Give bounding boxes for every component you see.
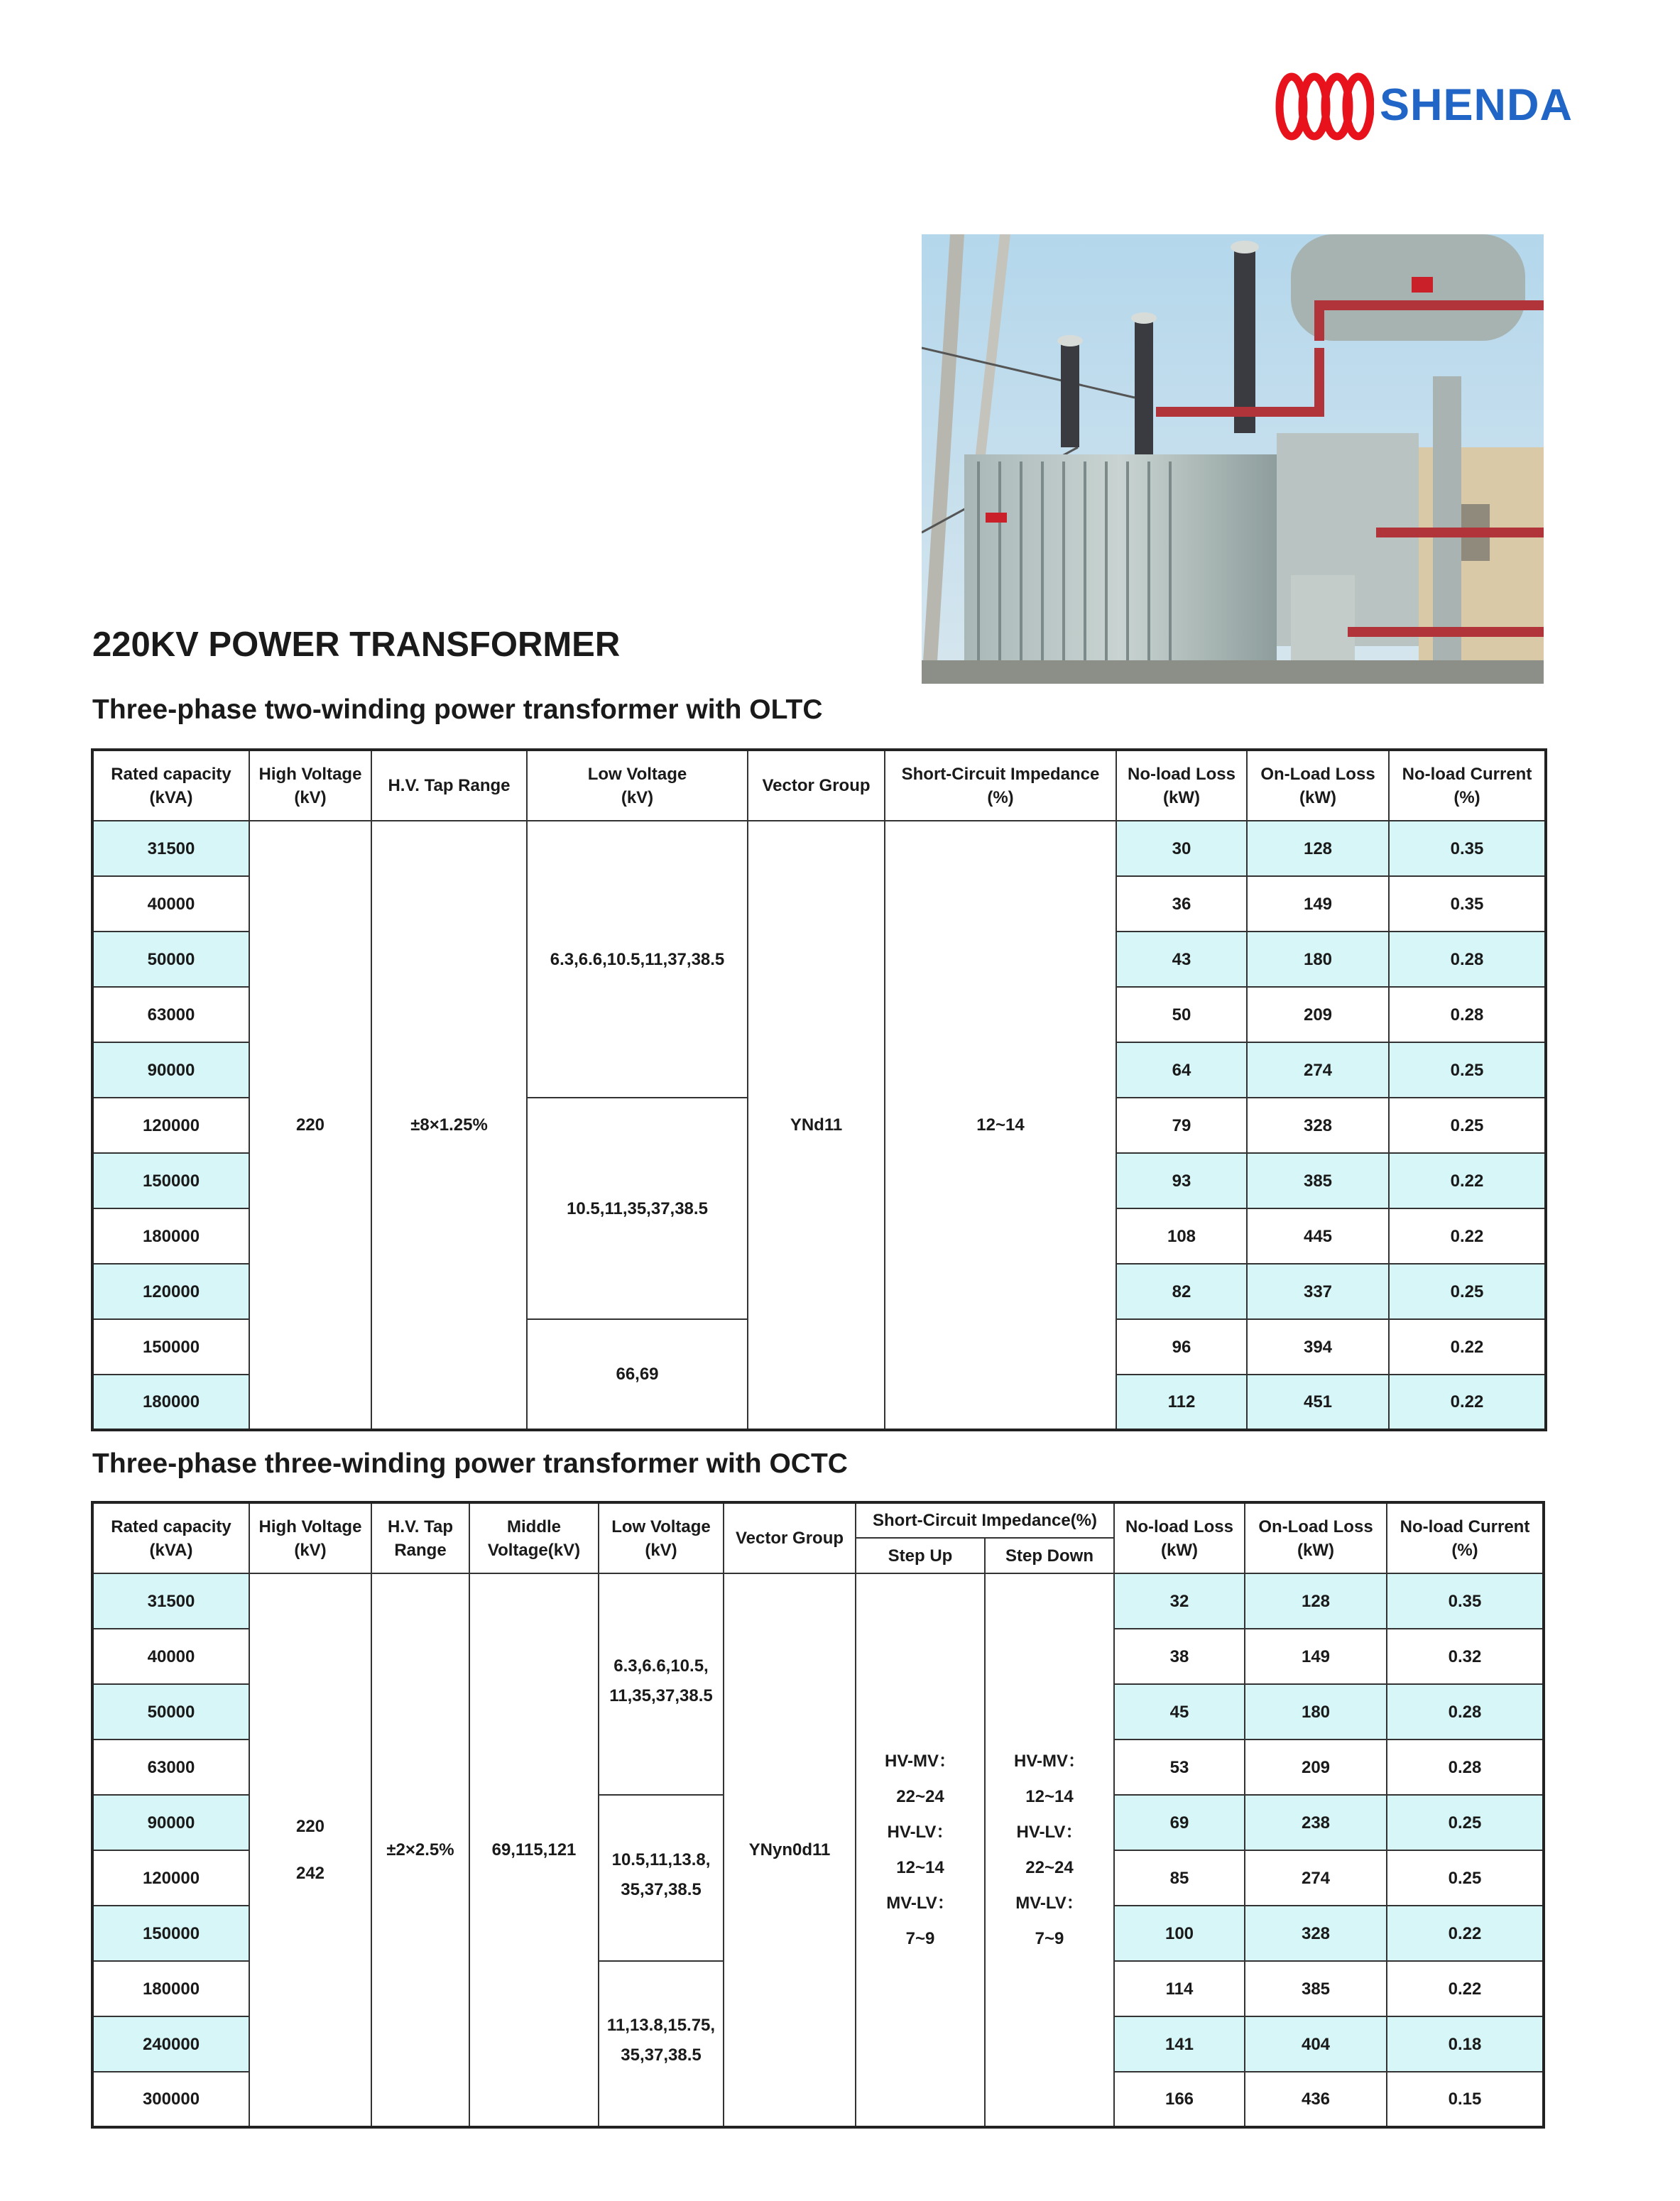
tap-cell: ±8×1.25% <box>371 821 527 1430</box>
capacity-cell: 180000 <box>92 1208 249 1264</box>
noload-current-cell: 0.25 <box>1387 1850 1544 1906</box>
capacity-cell: 120000 <box>92 1264 249 1319</box>
header-noload-loss: No-load Loss (kW) <box>1116 750 1247 821</box>
header-noload-current: No-load Current (%) <box>1387 1502 1544 1573</box>
onload-loss-cell: 180 <box>1247 932 1389 987</box>
header-step-up: Step Up <box>856 1538 985 1573</box>
noload-current-cell: 0.28 <box>1387 1684 1544 1740</box>
capacity-cell: 31500 <box>92 821 249 876</box>
tap-cell: ±2×2.5% <box>371 1573 469 2127</box>
table1-subtitle: Three-phase two-winding power transformer with OLTC <box>92 694 823 725</box>
header-onload-loss: On-Load Loss (kW) <box>1247 750 1389 821</box>
noload-current-cell: 0.25 <box>1389 1098 1546 1153</box>
capacity-cell: 40000 <box>92 876 249 932</box>
brand-name: SHENDA <box>1380 80 1573 130</box>
noload-current-cell: 0.28 <box>1389 987 1546 1042</box>
onload-loss-cell: 445 <box>1247 1208 1389 1264</box>
onload-loss-cell: 128 <box>1247 821 1389 876</box>
onload-loss-cell: 328 <box>1247 1098 1389 1153</box>
header-low-voltage: Low Voltage (kV) <box>527 750 748 821</box>
noload-current-cell: 0.22 <box>1389 1208 1546 1264</box>
header-low-voltage: Low Voltage (kV) <box>599 1502 724 1573</box>
capacity-cell: 120000 <box>92 1850 249 1906</box>
capacity-cell: 150000 <box>92 1319 249 1375</box>
noload-loss-cell: 141 <box>1114 2016 1245 2072</box>
noload-loss-cell: 53 <box>1114 1740 1245 1795</box>
header-noload-loss: No-load Loss (kW) <box>1114 1502 1245 1573</box>
onload-loss-cell: 385 <box>1247 1153 1389 1208</box>
impedance-cell: 12~14 <box>885 821 1116 1430</box>
header-middle-voltage: Middle Voltage(kV) <box>469 1502 599 1573</box>
shenda-rings-icon <box>1275 71 1374 142</box>
table2-header-row <box>92 1502 1544 1538</box>
hv-cell: 220 <box>249 821 371 1430</box>
onload-loss-cell: 404 <box>1245 2016 1387 2072</box>
onload-loss-cell: 128 <box>1245 1573 1387 1629</box>
onload-loss-cell: 149 <box>1245 1629 1387 1684</box>
header-tap-range: H.V. Tap Range <box>371 750 527 821</box>
header-rated-capacity: Rated capacity (kVA) <box>92 1502 249 1573</box>
onload-loss-cell: 337 <box>1247 1264 1389 1319</box>
vector-cell: YNyn0d11 <box>724 1573 856 2127</box>
onload-loss-cell: 274 <box>1247 1042 1389 1098</box>
table1-header-row <box>92 750 1546 821</box>
capacity-cell: 180000 <box>92 1961 249 2016</box>
noload-loss-cell: 85 <box>1114 1850 1245 1906</box>
noload-loss-cell: 166 <box>1114 2072 1245 2127</box>
noload-current-cell: 0.15 <box>1387 2072 1544 2127</box>
noload-current-cell: 0.32 <box>1387 1629 1544 1684</box>
hv-cell: 220 242 <box>249 1573 371 2127</box>
header-high-voltage: High Voltage (kV) <box>249 1502 371 1573</box>
capacity-cell: 120000 <box>92 1098 249 1153</box>
noload-current-cell: 0.22 <box>1387 1961 1544 2016</box>
noload-current-cell: 0.28 <box>1389 932 1546 987</box>
noload-loss-cell: 69 <box>1114 1795 1245 1850</box>
noload-current-cell: 0.25 <box>1387 1795 1544 1850</box>
table2-subtitle: Three-phase three-winding power transformer with OCTC <box>92 1448 848 1479</box>
noload-loss-cell: 45 <box>1114 1684 1245 1740</box>
capacity-cell: 150000 <box>92 1906 249 1961</box>
onload-loss-cell: 238 <box>1245 1795 1387 1850</box>
capacity-cell: 40000 <box>92 1629 249 1684</box>
header-vector-group: Vector Group <box>724 1502 856 1573</box>
header-noload-current: No-load Current (%) <box>1389 750 1546 821</box>
vector-cell: YNd11 <box>748 821 885 1430</box>
header-impedance: Short-Circuit Impedance (%) <box>885 750 1116 821</box>
capacity-cell: 180000 <box>92 1375 249 1430</box>
step-up-cell: HV-MV： 22~24 HV-LV： 12~14 MV-LV： 7~9 <box>856 1573 985 2127</box>
header-vector-group: Vector Group <box>748 750 885 821</box>
brand-logo <box>1275 71 1573 142</box>
noload-current-cell: 0.22 <box>1387 1906 1544 1961</box>
noload-current-cell: 0.25 <box>1389 1042 1546 1098</box>
noload-loss-cell: 32 <box>1114 1573 1245 1629</box>
noload-loss-cell: 96 <box>1116 1319 1247 1375</box>
table-two-winding <box>91 748 1547 1431</box>
header-tap-range: H.V. Tap Range <box>371 1502 469 1573</box>
page-title: 220KV POWER TRANSFORMER <box>92 626 621 664</box>
onload-loss-cell: 209 <box>1247 987 1389 1042</box>
noload-loss-cell: 30 <box>1116 821 1247 876</box>
capacity-cell: 90000 <box>92 1795 249 1850</box>
noload-loss-cell: 79 <box>1116 1098 1247 1153</box>
noload-current-cell: 0.25 <box>1389 1264 1546 1319</box>
noload-loss-cell: 38 <box>1114 1629 1245 1684</box>
onload-loss-cell: 451 <box>1247 1375 1389 1430</box>
onload-loss-cell: 394 <box>1247 1319 1389 1375</box>
noload-loss-cell: 64 <box>1116 1042 1247 1098</box>
table-three-winding <box>91 1501 1545 2129</box>
noload-current-cell: 0.22 <box>1389 1319 1546 1375</box>
table-row <box>92 1573 1544 1629</box>
noload-current-cell: 0.35 <box>1387 1573 1544 1629</box>
table-row <box>92 821 1546 876</box>
header-impedance: Short-Circuit Impedance(%) <box>856 1502 1114 1538</box>
header-high-voltage: High Voltage (kV) <box>249 750 371 821</box>
lv-cell: 66,69 <box>527 1319 748 1430</box>
noload-current-cell: 0.22 <box>1389 1375 1546 1430</box>
onload-loss-cell: 385 <box>1245 1961 1387 2016</box>
onload-loss-cell: 436 <box>1245 2072 1387 2127</box>
noload-current-cell: 0.22 <box>1389 1153 1546 1208</box>
capacity-cell: 50000 <box>92 1684 249 1740</box>
lv-cell: 10.5,11,35,37,38.5 <box>527 1098 748 1319</box>
noload-loss-cell: 93 <box>1116 1153 1247 1208</box>
header-onload-loss: On-Load Loss (kW) <box>1245 1502 1387 1573</box>
onload-loss-cell: 274 <box>1245 1850 1387 1906</box>
capacity-cell: 240000 <box>92 2016 249 2072</box>
capacity-cell: 150000 <box>92 1153 249 1208</box>
noload-loss-cell: 43 <box>1116 932 1247 987</box>
capacity-cell: 63000 <box>92 987 249 1042</box>
onload-loss-cell: 328 <box>1245 1906 1387 1961</box>
capacity-cell: 63000 <box>92 1740 249 1795</box>
noload-current-cell: 0.18 <box>1387 2016 1544 2072</box>
lv-cell: 11,13.8,15.75, 35,37,38.5 <box>599 1961 724 2127</box>
onload-loss-cell: 149 <box>1247 876 1389 932</box>
noload-loss-cell: 112 <box>1116 1375 1247 1430</box>
header-rated-capacity: Rated capacity (kVA) <box>92 750 249 821</box>
mv-cell: 69,115,121 <box>469 1573 599 2127</box>
noload-loss-cell: 82 <box>1116 1264 1247 1319</box>
transformer-photo <box>922 234 1544 684</box>
noload-loss-cell: 108 <box>1116 1208 1247 1264</box>
noload-current-cell: 0.35 <box>1389 821 1546 876</box>
noload-current-cell: 0.35 <box>1389 876 1546 932</box>
lv-cell: 6.3,6.6,10.5,11,37,38.5 <box>527 821 748 1098</box>
onload-loss-cell: 180 <box>1245 1684 1387 1740</box>
onload-loss-cell: 209 <box>1245 1740 1387 1795</box>
noload-current-cell: 0.28 <box>1387 1740 1544 1795</box>
step-down-cell: HV-MV： 12~14 HV-LV： 22~24 MV-LV： 7~9 <box>985 1573 1114 2127</box>
capacity-cell: 31500 <box>92 1573 249 1629</box>
lv-cell: 10.5,11,13.8, 35,37,38.5 <box>599 1795 724 1961</box>
lv-cell: 6.3,6.6,10.5, 11,35,37,38.5 <box>599 1573 724 1795</box>
noload-loss-cell: 100 <box>1114 1906 1245 1961</box>
noload-loss-cell: 50 <box>1116 987 1247 1042</box>
header-step-down: Step Down <box>985 1538 1114 1573</box>
capacity-cell: 300000 <box>92 2072 249 2127</box>
noload-loss-cell: 114 <box>1114 1961 1245 2016</box>
capacity-cell: 50000 <box>92 932 249 987</box>
noload-loss-cell: 36 <box>1116 876 1247 932</box>
capacity-cell: 90000 <box>92 1042 249 1098</box>
